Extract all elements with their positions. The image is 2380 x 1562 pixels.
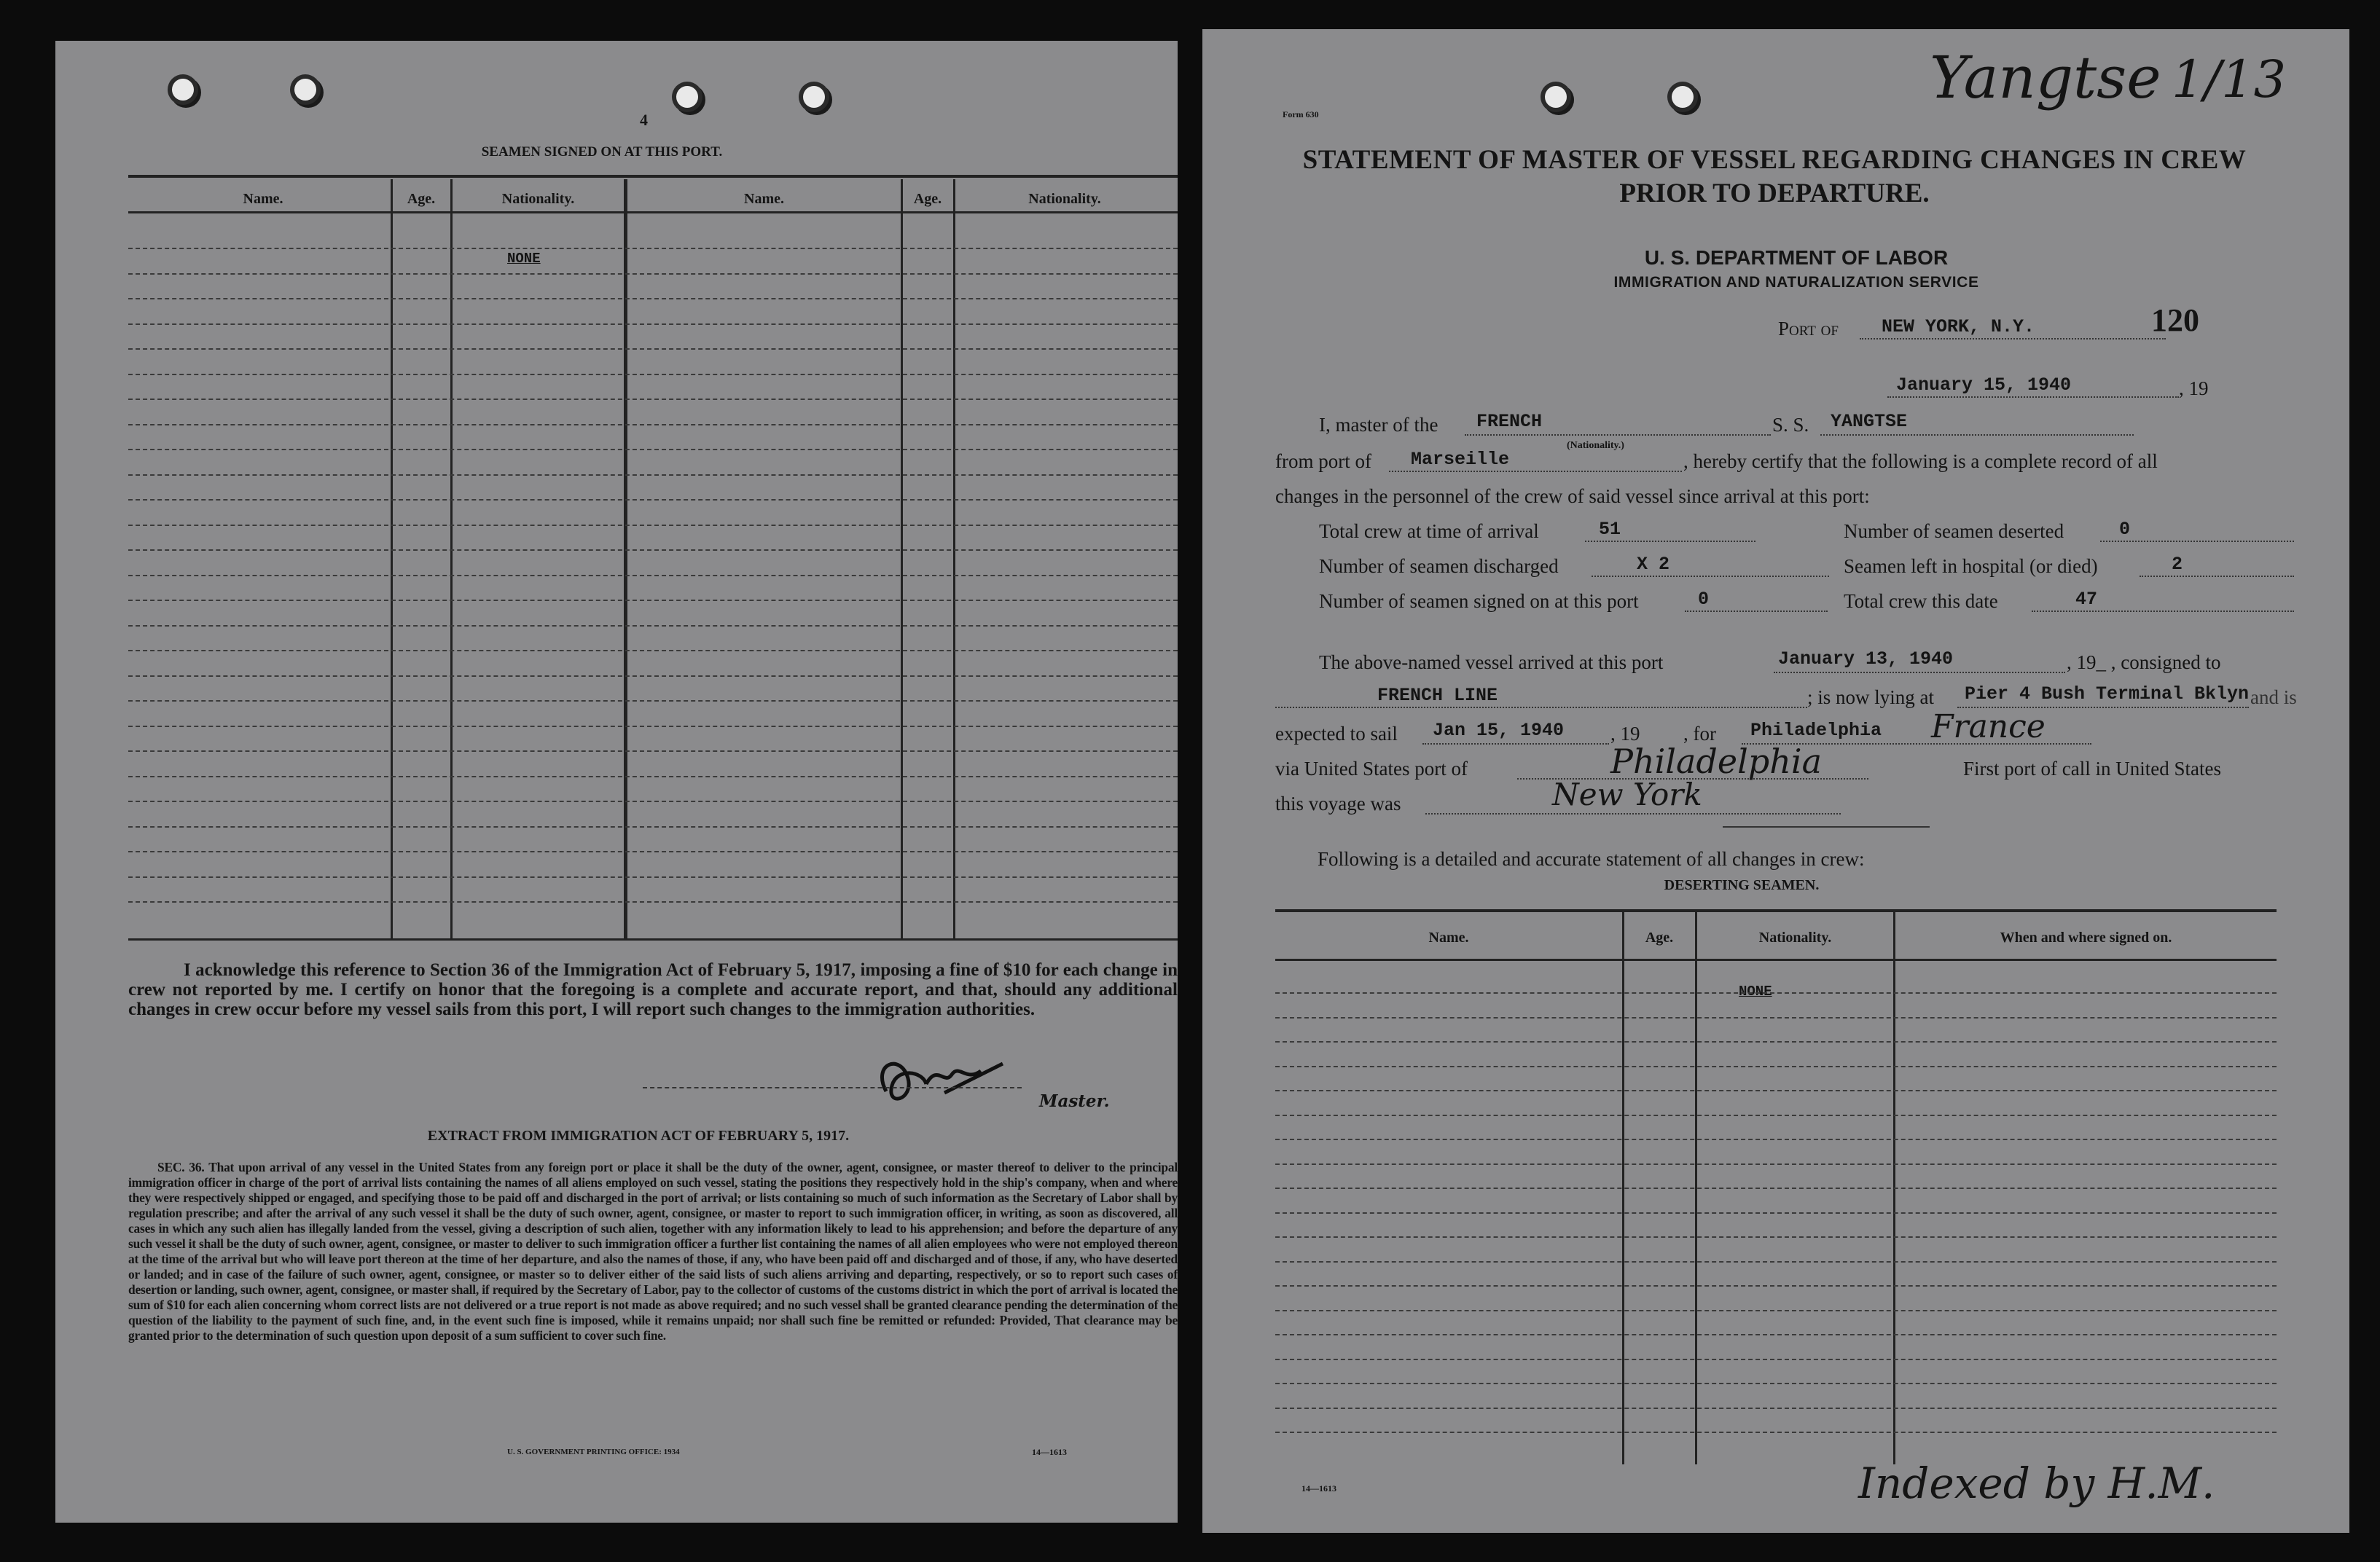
- punch-hole: [1545, 86, 1567, 108]
- expected-label: expected to sail: [1275, 723, 1398, 745]
- voyage-underline: [1723, 826, 1930, 828]
- column-divider: [450, 179, 453, 938]
- hospital-label: Seamen left in hospital (or died): [1844, 555, 2098, 577]
- lying-suffix: and is: [2250, 686, 2297, 708]
- nationality-line: [1465, 434, 1771, 436]
- ss-label: S. S.: [1772, 414, 1809, 436]
- table-row-line: [128, 776, 1178, 777]
- form-number: Form 630: [1283, 109, 1319, 119]
- none-entry: NONE: [1739, 984, 1772, 1000]
- table-row-line: [1275, 1285, 2277, 1287]
- total-arrival-value: 51: [1599, 519, 1621, 540]
- total-date-line: [2032, 611, 2294, 612]
- form-code: 14—1613: [1032, 1447, 1067, 1457]
- signed-on-value: 0: [1698, 589, 1710, 610]
- table-row-line: [1275, 1359, 2277, 1360]
- sail-date-value: Jan 15, 1940: [1433, 720, 1565, 741]
- table-row-line: [1275, 1310, 2277, 1311]
- from-port-label: from port of: [1275, 450, 1371, 472]
- total-arrival-line: [1585, 541, 1755, 542]
- via-value: Philadelphia: [1610, 742, 1823, 781]
- service-name: IMMIGRATION AND NATURALIZATION SERVICE: [1613, 274, 1979, 291]
- discharged-value: X 2: [1637, 554, 1670, 575]
- sail-date-line: [1422, 743, 1609, 745]
- handwritten-reference: 1/13: [2172, 50, 2287, 109]
- voyage-line: [1425, 813, 1841, 815]
- table-row-line: [1275, 1261, 2277, 1263]
- extract-title: EXTRACT FROM IMMIGRATION ACT OF FEBRUARY 5, 1917.: [427, 1128, 850, 1144]
- master-label: Master.: [1039, 1091, 1110, 1111]
- deserted-line: [2100, 541, 2294, 542]
- deserting-title: DESERTING SEAMEN.: [1664, 877, 1820, 893]
- table-row-line: [128, 801, 1178, 802]
- port-value: NEW YORK, N.Y.: [1882, 316, 2035, 337]
- table-row-line: [1275, 1017, 2277, 1019]
- following-text: Following is a detailed and accurate statement of all changes in crew:: [1318, 848, 1865, 870]
- left-page: [55, 41, 1178, 1523]
- table-row-line: [128, 399, 1178, 400]
- right-page: [1202, 29, 2349, 1533]
- punch-hole: [172, 79, 194, 101]
- punch-hole: [1672, 86, 1694, 108]
- table-row-line: [128, 650, 1178, 651]
- via-label: via United States port of: [1275, 758, 1468, 780]
- punch-hole: [676, 86, 698, 108]
- table-header-rule: [128, 211, 1178, 213]
- from-port-value: Marseille: [1411, 449, 1510, 470]
- table-row-line: [128, 273, 1178, 275]
- column-divider: [624, 179, 627, 938]
- page-number: 4: [640, 111, 648, 129]
- table-row-line: [128, 298, 1178, 299]
- discharged-label: Number of seamen discharged: [1319, 555, 1559, 577]
- ship-value: YANGTSE: [1831, 411, 1908, 432]
- sail-year: , 19: [1610, 723, 1640, 745]
- punch-hole: [294, 79, 316, 101]
- table-row-line: [128, 499, 1178, 501]
- ship-line: [1820, 434, 2134, 436]
- certify-text: , hereby certify that the following is a complete record of all: [1683, 450, 2158, 472]
- column-divider: [953, 179, 955, 938]
- port-label: Port of: [1778, 318, 1839, 340]
- master-of-label: I, master of the: [1319, 414, 1438, 436]
- document-number: 120: [2151, 302, 2199, 338]
- table-row-line: [128, 474, 1178, 476]
- hospital-line: [2140, 576, 2294, 577]
- arrived-value: January 13, 1940: [1778, 648, 1954, 670]
- table-row-line: [128, 549, 1178, 551]
- deserted-label: Number of seamen deserted: [1844, 520, 2064, 542]
- changes-text: changes in the personnel of the crew of said vessel since arrival at this port:: [1275, 485, 1870, 507]
- arrived-label: The above-named vessel arrived at this port: [1319, 651, 1664, 673]
- from-port-line: [1389, 471, 1682, 472]
- col-header-nationality: Nationality.: [1028, 191, 1101, 207]
- table-row-line: [1275, 1383, 2277, 1384]
- signature-line: [643, 1087, 1022, 1088]
- table-row-line: [128, 575, 1178, 576]
- table-row-line: [128, 851, 1178, 852]
- table-row-line: [1275, 1090, 2277, 1091]
- table-row-line: [128, 374, 1178, 375]
- arrived-suffix: , 19_ , consigned to: [2067, 651, 2221, 673]
- table-row-line: [128, 248, 1178, 249]
- table-row-line: [128, 348, 1178, 350]
- table-row-line: [128, 675, 1178, 677]
- table-row-line: [1275, 1334, 2277, 1335]
- extract-text: SEC. 36. That upon arrival of any vessel in the United States from any foreign port or place it shall be the duty of the owner, agent, consignee, or master thereof to deliver to the principal immigration officer in charge of the port of arrival lists containing the names of all aliens employed on such vessel, stating the positions they respectively hold in the ship's company, when and where they were respectively shipped or engaged, and specifying those to be paid off and discharged in the port of arrival; or lists containing so much of such information as the Secretary of Labor shall by regulation prescribe; and after the arrival of any such vessel it shall be the duty of such owner, agent, consignee, or master to report to such immigration officer, in writing, as soon as discovered, all cases in which any such alien has illegally landed from the vessel, giving a description of such alien, together with any information likely to lead to his apprehension; and before the departure of any such vessel it shall be the duty of such owner, agent, consignee, or master to deliver to such immigration officer a further list containing the names of all alien employees who were not employed thereon at the time of the arrival but who will leave port thereon at the time of her departure, and also the names of those, if any, who have been paid off and discharged and of those, if any, who have deserted or landed; and in case of the failure of such owner, agent, consignee, or master so to deliver either of the said lists of such aliens arriving and departing, respectively, or so to report such cases of desertion or landing, such owner, agent, consignee, or master shall, if required by the Secretary of Labor, pay to the collector of customs of the customs district in which the port of arrival is located the sum of $10 for each alien concerning whom correct lists are not delivered or a true report is not made as above required; and no such vessel shall be granted clearance pending the determination of the question of the liability to the payment of such fine, and, in the event such fine is imposed, while it remains unpaid; nor shall such fine be remitted or refunded: Provided, That clearance may be granted prior to the determination of such question upon deposit of a sum sufficient to cover such fine.: [128, 1160, 1178, 1343]
- section-title: SEAMEN SIGNED ON AT THIS PORT.: [481, 144, 723, 160]
- indexed-note: Indexed by H.M.: [1858, 1459, 2215, 1508]
- col-header-age: Age.: [913, 191, 942, 207]
- hospital-value: 2: [2172, 554, 2183, 575]
- none-entry: NONE: [507, 251, 541, 267]
- table-row-line: [128, 449, 1178, 450]
- table-row-line: [128, 901, 1178, 903]
- column-divider: [391, 179, 393, 938]
- punch-hole: [803, 86, 825, 108]
- form-title-line1: STATEMENT OF MASTER OF VESSEL REGARDING CHANGES IN CREW: [1302, 145, 2247, 175]
- table-row-line: [1275, 1212, 2277, 1214]
- column-divider: [901, 179, 903, 938]
- table-row-line: [1275, 992, 2277, 994]
- table-row-line: [1275, 1236, 2277, 1238]
- consignee-value: FRENCH LINE: [1377, 685, 1498, 706]
- table-row-line: [1275, 1139, 2277, 1140]
- form-title-line2: PRIOR TO DEPARTURE.: [1619, 178, 1930, 208]
- table-row-line: [128, 876, 1178, 878]
- deserting-table-header-rule: [1275, 959, 2277, 961]
- certification-text: I acknowledge this reference to Section 36 of the Immigration Act of February 5, 1917, imposing a fine of $10 for each change in crew not reported by me. I certify on honor that the foregoing is a complete and accurate report, and that, should any additional changes in crew occur before my vessel sails from this port, I will report such changes to the immigration authorities.: [128, 960, 1178, 1019]
- table-row-line: [128, 525, 1178, 526]
- table-row-line: [1275, 1041, 2277, 1043]
- table-row-line: [1275, 1066, 2277, 1067]
- table-bottom-rule: [128, 938, 1178, 941]
- date-value: January 15, 1940: [1896, 374, 2072, 396]
- destination-handwritten: France: [1931, 708, 2046, 745]
- destination-value: Philadelphia: [1750, 720, 1882, 741]
- voyage-label: this voyage was: [1275, 793, 1401, 815]
- nationality-value: FRENCH: [1476, 411, 1543, 432]
- total-date-label: Total crew this date: [1844, 590, 1998, 612]
- col-header-age: Age.: [407, 191, 436, 207]
- deserting-table-top: [1275, 909, 2277, 912]
- col-header-when-where: When and where signed on.: [2000, 930, 2172, 946]
- table-row-line: [128, 826, 1178, 828]
- table-row-line: [128, 600, 1178, 601]
- lying-label: ; is now lying at: [1807, 686, 1934, 708]
- table-row-line: [1275, 1408, 2277, 1409]
- col-header-name: Name.: [1428, 930, 1469, 946]
- table-row-line: [128, 750, 1178, 752]
- table-row-line: [128, 424, 1178, 425]
- table-row-line: [1275, 1432, 2277, 1433]
- voyage-value: New York: [1552, 777, 1702, 812]
- signed-on-line: [1685, 611, 1828, 612]
- date-line: [1887, 396, 2179, 398]
- table-row-line: [128, 323, 1178, 325]
- col-header-nationality: Nationality.: [501, 191, 575, 207]
- col-header-name: Name.: [243, 191, 283, 207]
- handwritten-ship-name: Yangtse: [1930, 44, 2161, 111]
- table-row-line: [128, 625, 1178, 627]
- table-row-line: [1275, 1163, 2277, 1165]
- form-code: 14—1613: [1301, 1483, 1336, 1494]
- port-line: [1860, 338, 2166, 340]
- for-label: , for: [1683, 723, 1716, 745]
- col-header-name: Name.: [744, 191, 784, 207]
- table-row-line: [128, 700, 1178, 702]
- col-header-age: Age.: [1645, 930, 1674, 946]
- department-name: U. S. DEPARTMENT OF LABOR: [1644, 246, 1949, 269]
- table-row-line: [128, 726, 1178, 727]
- signed-on-label: Number of seamen signed on at this port: [1319, 590, 1639, 612]
- col-header-nationality: Nationality.: [1758, 930, 1832, 946]
- first-port-label: First port of call in United States: [1963, 758, 2221, 780]
- consignee-line: [1275, 707, 1807, 708]
- discharged-line: [1592, 576, 1829, 577]
- table-row-line: [1275, 1115, 2277, 1116]
- lying-value: Pier 4 Bush Terminal Bklyn: [1965, 683, 2250, 705]
- arrived-line: [1774, 672, 2065, 673]
- nationality-caption: (Nationality.): [1567, 440, 1624, 451]
- total-date-value: 47: [2075, 589, 2098, 610]
- deserted-value: 0: [2119, 519, 2131, 540]
- printing-office: U. S. GOVERNMENT PRINTING OFFICE: 1934: [507, 1448, 680, 1456]
- date-year: , 19: [2179, 377, 2209, 399]
- table-row-line: [1275, 1188, 2277, 1189]
- table-top-rule: [128, 175, 1178, 178]
- total-arrival-label: Total crew at time of arrival: [1319, 520, 1539, 542]
